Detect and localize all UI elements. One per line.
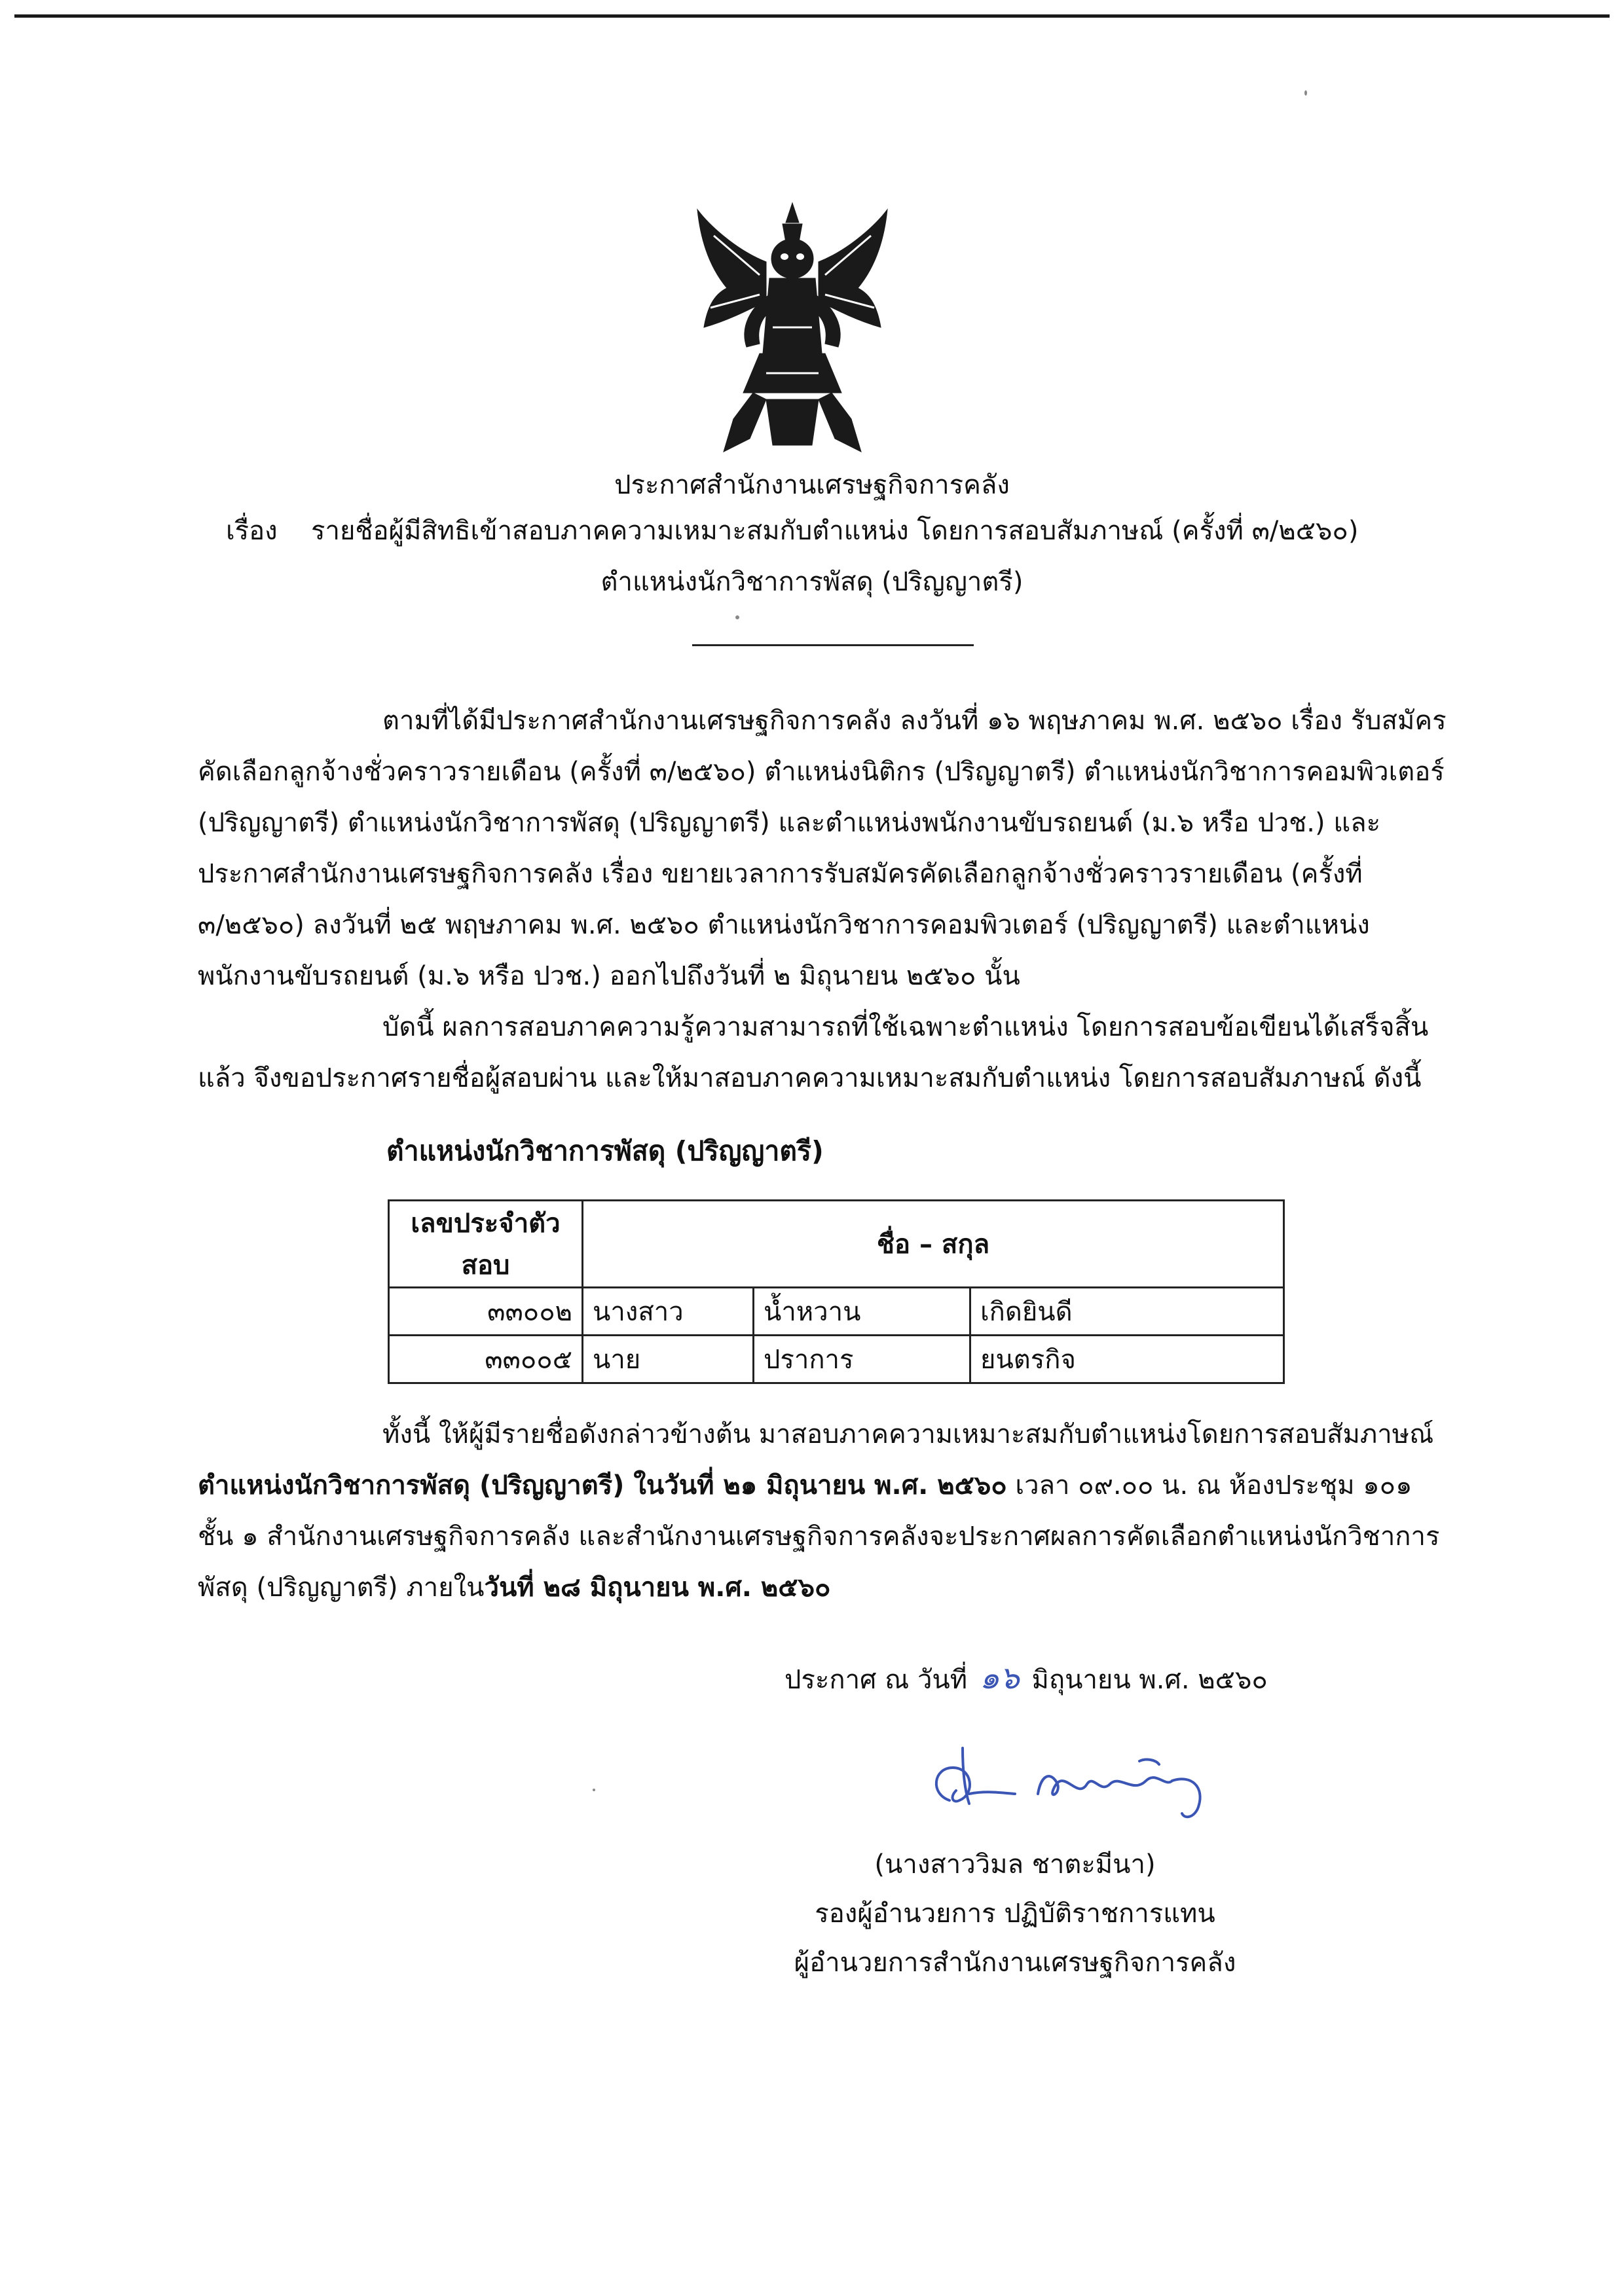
subject-line	[226, 509, 1358, 551]
announcement-suffix: มิถุนายน พ.ศ. ๒๕๖๐	[1031, 1665, 1268, 1695]
agency-announcement-title: ประกาศสำนักงานเศรษฐกิจการคลัง	[614, 470, 1010, 500]
top-border-line	[14, 14, 1610, 18]
candidates-table	[388, 1199, 1285, 1384]
signatory-name: (นางสาววิมล ชาตะมีนา)	[874, 1850, 1156, 1880]
closing-lead: ทั้งนี้ ให้ผู้มีรายชื่อดังกล่าวข้างต้น มาสอบภาคความเหมาะสมกับตำแหน่งโดยการสอบสัมภาษณ์	[382, 1419, 1434, 1449]
announcement-date	[784, 1653, 1268, 1703]
header-exam-id: เลขประจำตัวสอบ	[389, 1201, 583, 1288]
first-name-cell: น้ำหวาน	[754, 1288, 970, 1336]
closing-bold-date-1: ตำแหน่งนักวิชาการพัสดุ (ปริญญาตรี) ในวันที่ ๒๑ มิถุนายน พ.ศ. ๒๕๖๐	[198, 1470, 1007, 1501]
title-cell: นาย	[583, 1336, 754, 1383]
subject-text: รายชื่อผู้มีสิทธิเข้าสอบภาคความเหมาะสมกับตำแหน่ง โดยการสอบสัมภาษณ์ (ครั้งที่ ๓/๒๕๖๐)	[311, 516, 1359, 546]
paragraph-1	[198, 695, 1455, 1002]
handwritten-signature	[923, 1722, 1225, 1833]
header-full-name: ชื่อ – สกุล	[583, 1201, 1284, 1288]
paragraph-2-text: บัดนี้ ผลการสอบภาคความรู้ความสามารถที่ใช้เฉพาะตำแหน่ง โดยการสอบข้อเขียนได้เสร็จสิ้นแล้ว จึงขอประกาศรายชื่อผู้สอบผ่าน และให้มาสอบภาคความเหมาะสมกับตำแหน่ง โดยการสอบสัมภาษณ์ ดังนี้	[198, 1012, 1429, 1093]
garuda-emblem-icon	[688, 196, 897, 458]
announcement-day: ๑๖	[979, 1660, 1020, 1696]
signatory-title-1: รองผู้อำนวยการ ปฏิบัติราชการแทน	[815, 1899, 1215, 1929]
exam-id-cell: ๓๓๐๐๕	[389, 1336, 583, 1383]
signatory-title-2: ผู้อำนวยการสำนักงานเศรษฐกิจการคลัง	[794, 1948, 1236, 1978]
table-header-row	[389, 1201, 1284, 1288]
closing-middle: เวลา ๐๙.๐๐ น. ณ ห้องประชุม ๑๐๑ ชั้น ๑ สำนักงานเศรษฐกิจการคลัง และสำนักงานเศรษฐกิจการคลังจะประกาศผลการคัดเลือกตำแหน่งนักวิชาการพัสดุ (ปริญญาตรี) ภายใน	[198, 1470, 1440, 1603]
closing-bold-date-2: วันที่ ๒๘ มิถุนายน พ.ศ. ๒๕๖๐	[484, 1573, 831, 1603]
last-name-cell: ยนตรกิจ	[970, 1336, 1284, 1383]
closing-paragraph	[198, 1409, 1455, 1613]
position-subtitle: ตำแหน่งนักวิชาการพัสดุ (ปริญญาตรี)	[600, 567, 1024, 597]
paragraph-1-text: ตามที่ได้มีประกาศสำนักงานเศรษฐกิจการคลัง ลงวันที่ ๑๖ พฤษภาคม พ.ศ. ๒๕๖๐ เรื่อง รับสมัครคัดเลือกลูกจ้างชั่วคราวรายเดือน (ครั้งที่ ๓/๒๕๖๐) ตำแหน่งนิติกร (ปริญญาตรี) ตำแหน่งนักวิชาการคอมพิวเตอร์ (ปริญญาตรี) ตำแหน่งนักวิชาการพัสดุ (ปริญญาตรี) และตำแหน่งพนักงานขับรถยนต์ (ม.๖ หรือ ปวช.) และประกาศสำนักงานเศรษฐกิจการคลัง เรื่อง ขยายเวลาการรับสมัครคัดเลือกลูกจ้างชั่วคราวรายเดือน (ครั้งที่ ๓/๒๕๖๐) ลงวันที่ ๒๕ พฤษภาคม พ.ศ. ๒๕๖๐ ตำแหน่งนักวิชาการคอมพิวเตอร์ (ปริญญาตรี) และตำแหน่งพนักงานขับรถยนต์ (ม.๖ หรือ ปวช.) ออกไปถึงวันที่ ๒ มิถุนายน ๒๕๖๐ นั้น	[198, 706, 1447, 991]
paragraph-2	[198, 1002, 1455, 1104]
subject-label: เรื่อง	[226, 516, 278, 546]
table-row	[389, 1288, 1284, 1336]
table-row	[389, 1336, 1284, 1383]
last-name-cell: เกิดยินดี	[970, 1288, 1284, 1336]
exam-id-cell: ๓๓๐๐๒	[389, 1288, 583, 1336]
title-divider	[692, 644, 974, 646]
scan-speck	[593, 1789, 595, 1791]
position-heading: ตำแหน่งนักวิชาการพัสดุ (ปริญญาตรี)	[386, 1135, 824, 1167]
title-cell: นางสาว	[583, 1288, 754, 1336]
first-name-cell: ปราการ	[754, 1336, 970, 1383]
closing-text	[198, 1409, 1455, 1613]
scan-speck	[735, 615, 739, 619]
announcement-prefix: ประกาศ ณ วันที่	[784, 1665, 968, 1695]
scan-speck	[1304, 90, 1307, 96]
